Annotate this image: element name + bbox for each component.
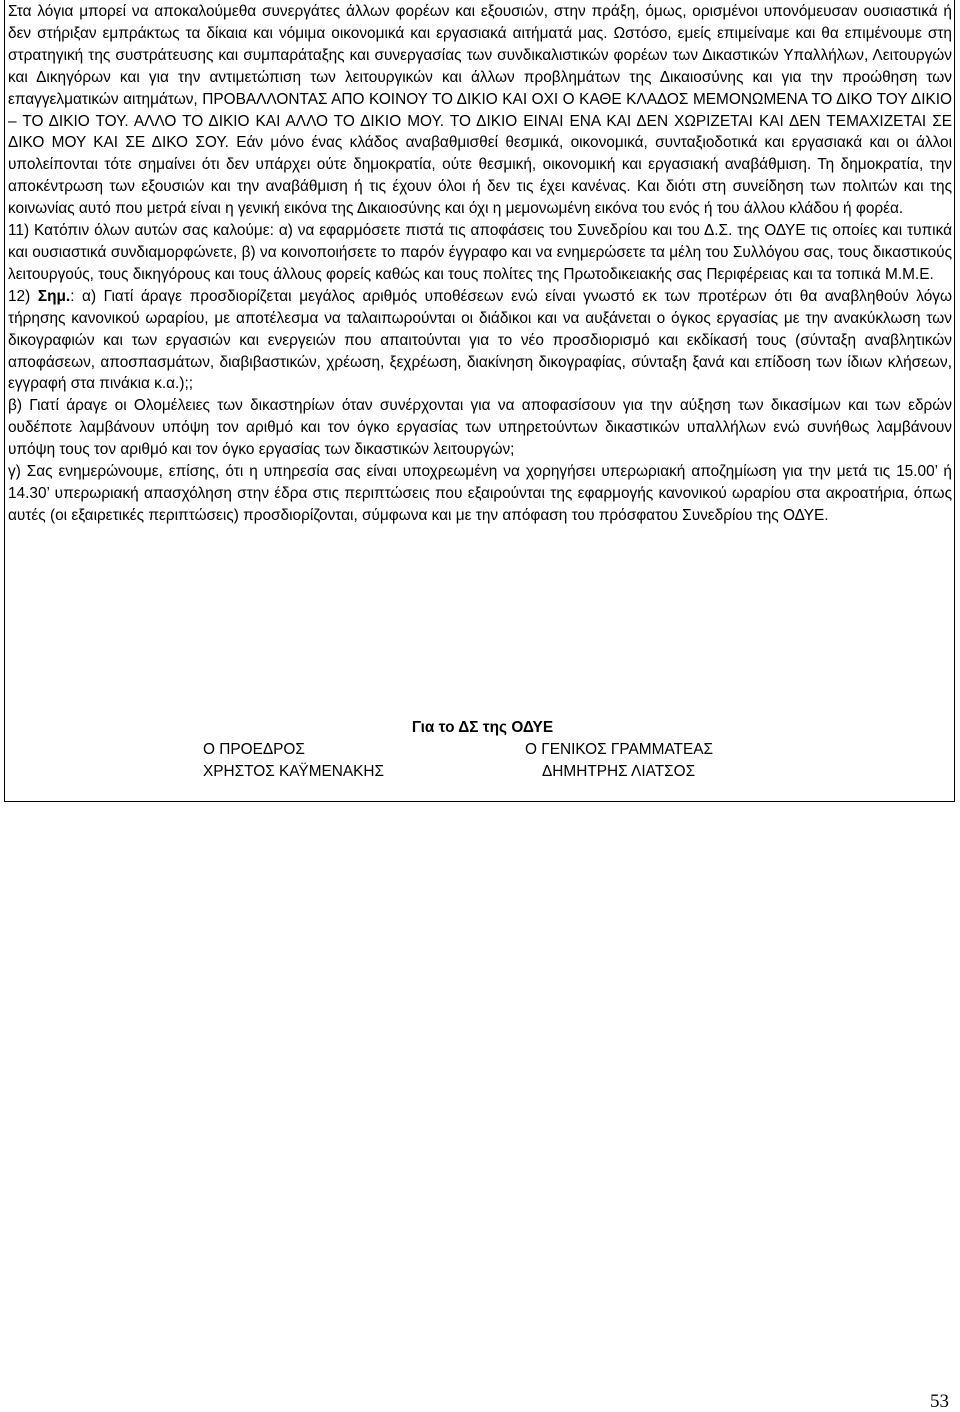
paragraph-item-12 xyxy=(8,286,952,396)
note-label: Σημ. xyxy=(37,287,71,305)
paragraph-b: β) Γιατί άραγε οι Ολομέλειες των δικαστηρίων όταν συνέρχονται για να αποφασίσουν για την αύξηση των δικασίμων και των εδρών ουδέποτε λαμβάνουν υπόψη τον αριθμό και τον όγκο εργασίας των υπηρετούντων δικαστικών υπαλλήλων ενώ συνήθως λαμβάνουν υπόψη τους τον αριθμό και τον όγκο εργασίας των δικαστικών λειτουργών; xyxy=(8,397,952,459)
signature-heading: Για το ΔΣ της ΟΔΥΕ xyxy=(411,719,554,736)
document-body xyxy=(8,1,952,527)
page-number: 53 xyxy=(930,1391,949,1412)
paragraph-c: γ) Σας ενημερώνουμε, επίσης, ότι η υπηρεσία σας είναι υποχρεωμένη να χορηγήσει υπερωριακή αποζημίωση για την μετά τις 15.00’ ή 14.30’ υπερωριακή απασχόληση στην έδρα στις περιπτώσεις που εξαιρούνται της εφαρμογής κανονικού ωραρίου στα ακροατήρια, όπως αυτές (οι εξαιρετικές περιπτώσεις) προσδιορίζονται, σύμφωνα και με την απόφαση του πρόσφατου Συνεδρίου της ΟΔΥΕ. xyxy=(8,463,952,524)
president-name: ΧΡΗΣΤΟΣ ΚΑΫΜΕΝΑΚΗΣ xyxy=(203,763,385,780)
paragraph-item-11: 11) Κατόπιν όλων αυτών σας καλούμε: α) να εφαρμόσετε πιστά τις αποφάσεις του Συνεδρίου και του Δ.Σ. της ΟΔΥΕ τις οποίες και τυπικά και ουσιαστικά συνδιαμορφώνετε, β) να κοινοποιήσετε το παρόν έγγραφο και να ενημερώσετε τα μέλη του Συλλόγου σας, τους δικαστικούς λειτουργούς, τους δικηγόρους και τους άλλους φορείς καθώς και τους πολίτες της Πρωτοδικειακής σας Περιφέρειας και τα τοπικά Μ.Μ.Ε. xyxy=(8,222,952,283)
paragraph-cooperation: Στα λόγια μπορεί να αποκαλούμεθα συνεργάτες άλλων φορέων και εξουσιών, στην πράξη, όμως, ορισμένοι υπονόμευσαν ουσιαστικά ή δεν στήριξαν εμπράκτως τα δίκαια και νόμιμα οικονομικά και εργασιακά αιτήματά μας. Ωστόσο, εμείς επιμείναμε και θα επιμένουμε στη στρατηγική της συστράτευσης και συμπαράταξης και συνεργασίας των συνδικαλιστικών φορέων των Δικαστικών Υπαλλήλων, Λειτουργών και Δικηγόρων και για την αντιμετώπιση των λειτουργικών και άλλων προβλημάτων της Δικαιοσύνης και για την προώθηση των επαγγελματικών αιτημάτων, ΠΡΟΒΑΛΛΟΝΤΑΣ ΑΠΟ ΚΟΙΝΟΥ ΤΟ ΔΙΚΙΟ ΚΑΙ ΟΧΙ Ο ΚΑΘΕ ΚΛΑΔΟΣ ΜΕΜΟΝΩΜΕΝΑ ΤΟ ΔΙΚΟ ΤΟΥ ΔΙΚΙΟ – ΤΟ ΔΙΚΙΟ ΤΟΥ. ΑΛΛΟ ΤΟ ΔΙΚΙΟ ΚΑΙ ΑΛΛΟ ΤΟ ΔΙΚΙΟ ΜΟΥ. ΤΟ ΔΙΚΙΟ ΕΙΝΑΙ ΕΝΑ ΚΑΙ ΔΕΝ ΧΩΡΙΖΕΤΑΙ ΚΑΙ ΔΕΝ ΤΕΜΑΧΙΖΕΤΑΙ ΣΕ ΔΙΚΟ ΜΟΥ ΚΑΙ ΣΕ ΔΙΚΟ ΣΟΥ. Εάν μόνο ένας κλάδος αναβαθμισθεί θεσμικά, οικονομικά, συνταξιοδοτικά και εργασιακά και οι άλλοι υπολείπονται τότε σημαίνει ότι δεν υπάρχει ούτε δημοκρατία, ούτε θεσμική, οικονομική και εργασιακή αναβάθμιση. Τη δημοκρατία, την αποκέντρωση των εξουσιών και την αναβάθμιση ή τις έχουν όλοι ή δεν τις έχει κανένας. Και διότι στη συνείδηση των πολιτών και της κοινωνίας αυτό που μετρά είναι η γενική εικόνα της Δικαιοσύνης και όχι η μεμονωμένη εικόνα του ενός ή του άλλου κλάδου ή φορέα. xyxy=(8,3,952,218)
item-12-number: 12) xyxy=(8,287,38,305)
secretary-title: Ο ΓΕΝΙΚΟΣ ΓΡΑΜΜΑΤΕΑΣ xyxy=(525,741,714,758)
secretary-name: ΔΗΜΗΤΡΗΣ ΛΙΑΤΣΟΣ xyxy=(542,763,696,780)
item-12-text: : α) Γιατί άραγε προσδιορίζεται μεγάλος αριθμός υποθέσεων ενώ είναι γνωστό εκ των προτέρων ότι θα αναβληθούν λόγω τήρησης κανονικού ωραρίου, με αποτέλεσμα να ταλαιπωρούνται οι διάδικοι και να αυξάνεται ο όγκος εργασίας με την ανακύκλωση των δικογραφιών και των εργασιών και ενεργειών που απαιτούνται για το νέο προσδιορισμό και εκδίκασή τους (σύνταξη αναβλητικών αποφάσεων, αποσπασμάτων, διαβιβαστικών, χρέωση, ξεχρέωση, διακίνηση δικογραφίας, σύνταξη ξανά και επίδοση των ίδιων κλήσεων, εγγραφή στα πινάκια κ.α.);; xyxy=(8,287,952,393)
president-title: Ο ΠΡΟΕΔΡΟΣ xyxy=(203,741,305,758)
